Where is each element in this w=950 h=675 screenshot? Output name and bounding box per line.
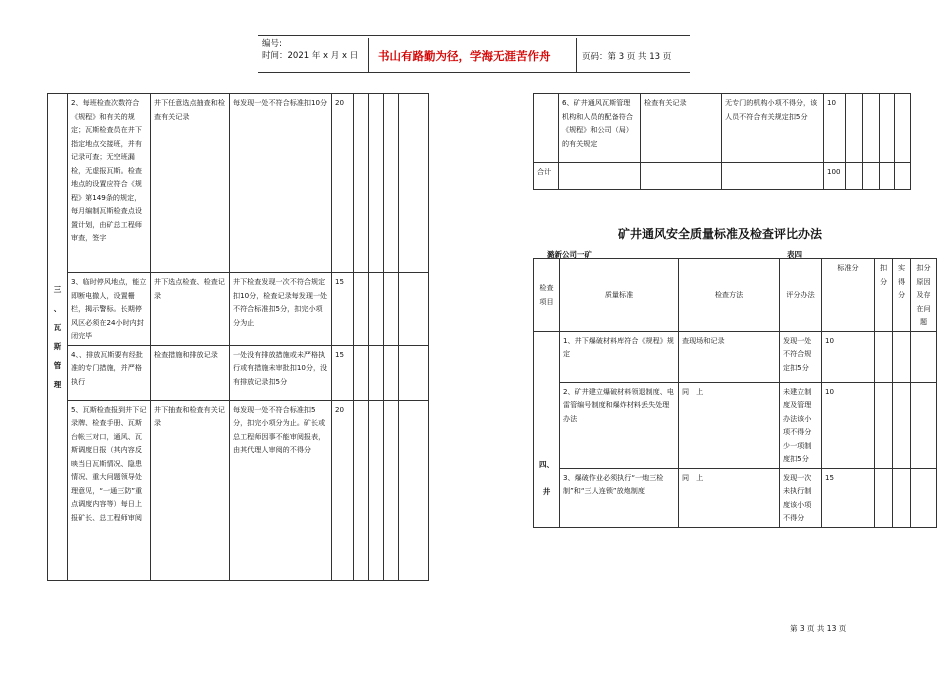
category-char: 理 bbox=[53, 379, 62, 389]
header-divider bbox=[576, 38, 577, 72]
standard-cell: 4、、排放瓦斯要有经批准的专门措施，并严格执行 bbox=[68, 345, 151, 400]
score-cell: 10 bbox=[822, 382, 875, 468]
standard-cell: 3、临时停风地点，能立即断电撤人，设置栅栏，揭示警标。长期停风区必须在24小时内封闭完毕 bbox=[68, 273, 151, 346]
method-cell: 井下抽查和检查有关记录 bbox=[151, 400, 230, 580]
company-label: 潞新公司一矿 bbox=[547, 250, 592, 259]
header-divider bbox=[368, 38, 369, 72]
category-cell bbox=[534, 331, 560, 527]
category-char: 三 bbox=[53, 284, 62, 294]
table-header-row bbox=[534, 259, 937, 332]
scoring-cell: 发现一次未执行制度该小项不得分 bbox=[780, 468, 822, 527]
header-top-rule bbox=[258, 35, 690, 36]
category-char: 斯 bbox=[53, 341, 62, 351]
total-score: 100 bbox=[824, 163, 846, 190]
table-number: 表四 bbox=[787, 250, 802, 259]
score-cell: 20 bbox=[332, 94, 354, 273]
section-title: 矿井通风安全质量标准及检查评比办法 bbox=[618, 227, 823, 241]
standard-cell: 1、井下爆破材料库符合《规程》规定 bbox=[560, 331, 679, 382]
header-method: 检查方法 bbox=[679, 259, 780, 332]
score-cell: 15 bbox=[332, 273, 354, 346]
method-cell: 查现场和记录 bbox=[679, 331, 780, 382]
scoring-cell: 每发现一处不符合标准扣10分 bbox=[230, 94, 332, 273]
scoring-cell: 每发现一处不符合标准扣5分，扣完小项分为止。矿长或总工程师因事不能审阅报表，由其代理人审阅的不得分 bbox=[230, 400, 332, 580]
standard-cell: 3、爆破作业必须执行“一炮三检制”和“三人连锁”放炮制度 bbox=[560, 468, 679, 527]
table-row bbox=[534, 382, 937, 468]
page-indicator: 页码：第 3 页 共 13 页 bbox=[582, 52, 672, 62]
header-reason: 扣分原因及存在问题 bbox=[911, 259, 937, 332]
method-cell: 检查有关记录 bbox=[641, 94, 722, 163]
method-cell: 同 上 bbox=[679, 382, 780, 468]
category-char: 四、 bbox=[539, 460, 554, 469]
table-row bbox=[534, 468, 937, 527]
standard-cell: 2、每班检查次数符合《规程》和有关的规定；瓦斯检查员在井下指定地点交接班，并有记录可查；无空班漏检，无虚报瓦斯。检查地点的设置应符合《规程》第149条的规定，每月编制瓦斯检查点设置计划，由矿总工程师审查，签字 bbox=[68, 94, 151, 273]
header-std-score: 标准分 bbox=[822, 259, 875, 332]
scoring-cell: 发现一处不符合规定扣5分 bbox=[780, 331, 822, 382]
scoring-cell: 未建立制度及管理办法该小项不得分少一项制度扣5分 bbox=[780, 382, 822, 468]
table-row bbox=[48, 273, 429, 346]
category-char: 管 bbox=[53, 360, 62, 370]
doc-code-label: 编号: bbox=[262, 39, 282, 49]
method-cell: 检查措施和排放记录 bbox=[151, 345, 230, 400]
header-scoring: 评分办法 bbox=[780, 259, 822, 332]
doc-date-label: 时间：2021 年 x 月 x 日 bbox=[262, 51, 359, 61]
scoring-cell: 一处没有排放措施或未严格执行或有措施未审批扣10分，没有排放记录扣5分 bbox=[230, 345, 332, 400]
table-row bbox=[48, 345, 429, 400]
method-cell: 井下任意选点抽查和检查有关记录 bbox=[151, 94, 230, 273]
method-cell: 同 上 bbox=[679, 468, 780, 527]
table-row bbox=[534, 94, 911, 163]
score-cell: 10 bbox=[822, 331, 875, 382]
method-cell: 井下选点检查、检查记录 bbox=[151, 273, 230, 346]
category-char: 井 bbox=[542, 487, 551, 496]
standard-cell: 2、矿井建立爆破材料领退制度、电雷管编号制度和爆炸材料丢失处理办法 bbox=[560, 382, 679, 468]
header-standard: 质量标准 bbox=[560, 259, 679, 332]
right-top-table bbox=[533, 93, 911, 190]
total-label: 合计 bbox=[534, 163, 559, 190]
header-actual: 实得分 bbox=[893, 259, 911, 332]
page-footer: 第 3 页 共 13 页 bbox=[790, 624, 847, 633]
category-char: 、 bbox=[53, 303, 62, 313]
right-standards-table bbox=[533, 258, 937, 528]
table-row bbox=[534, 163, 911, 190]
score-cell: 20 bbox=[332, 400, 354, 580]
header-deduct: 扣分 bbox=[875, 259, 893, 332]
header-item: 检查项目 bbox=[534, 259, 560, 332]
category-cell bbox=[48, 94, 68, 581]
table-row bbox=[48, 400, 429, 580]
category-char: 瓦 bbox=[53, 322, 62, 332]
left-standards-table bbox=[47, 93, 429, 581]
table-row bbox=[534, 331, 937, 382]
scoring-cell: 井下检查发现一次不符合规定扣10分，检查记录每发现一处不符合标准扣5分，扣完小项分为止 bbox=[230, 273, 332, 346]
table-row bbox=[48, 94, 429, 273]
score-cell: 15 bbox=[332, 345, 354, 400]
score-cell: 10 bbox=[824, 94, 846, 163]
score-cell: 15 bbox=[822, 468, 875, 527]
standard-cell: 6、矿井通风瓦斯管理机构和人员的配备符合《规程》和公司（局）的有关规定 bbox=[559, 94, 641, 163]
scoring-cell: 无专门的机构小项不得分，该人员不符合有关规定扣5分 bbox=[722, 94, 824, 163]
header-bottom-rule bbox=[258, 72, 690, 73]
header-motto: 书山有路勤为径，学海无涯苦作舟 bbox=[378, 49, 551, 63]
standard-cell: 5、瓦斯检查报到井下记录牌、检查手册、瓦斯台帐三对口，通风、瓦斯调度日报（其内容反映当日瓦斯情况、隐患情况、重大问题领导处理意见，“一通三防”重点调度内容等）每日上报矿长、总工程师审阅 bbox=[68, 400, 151, 580]
